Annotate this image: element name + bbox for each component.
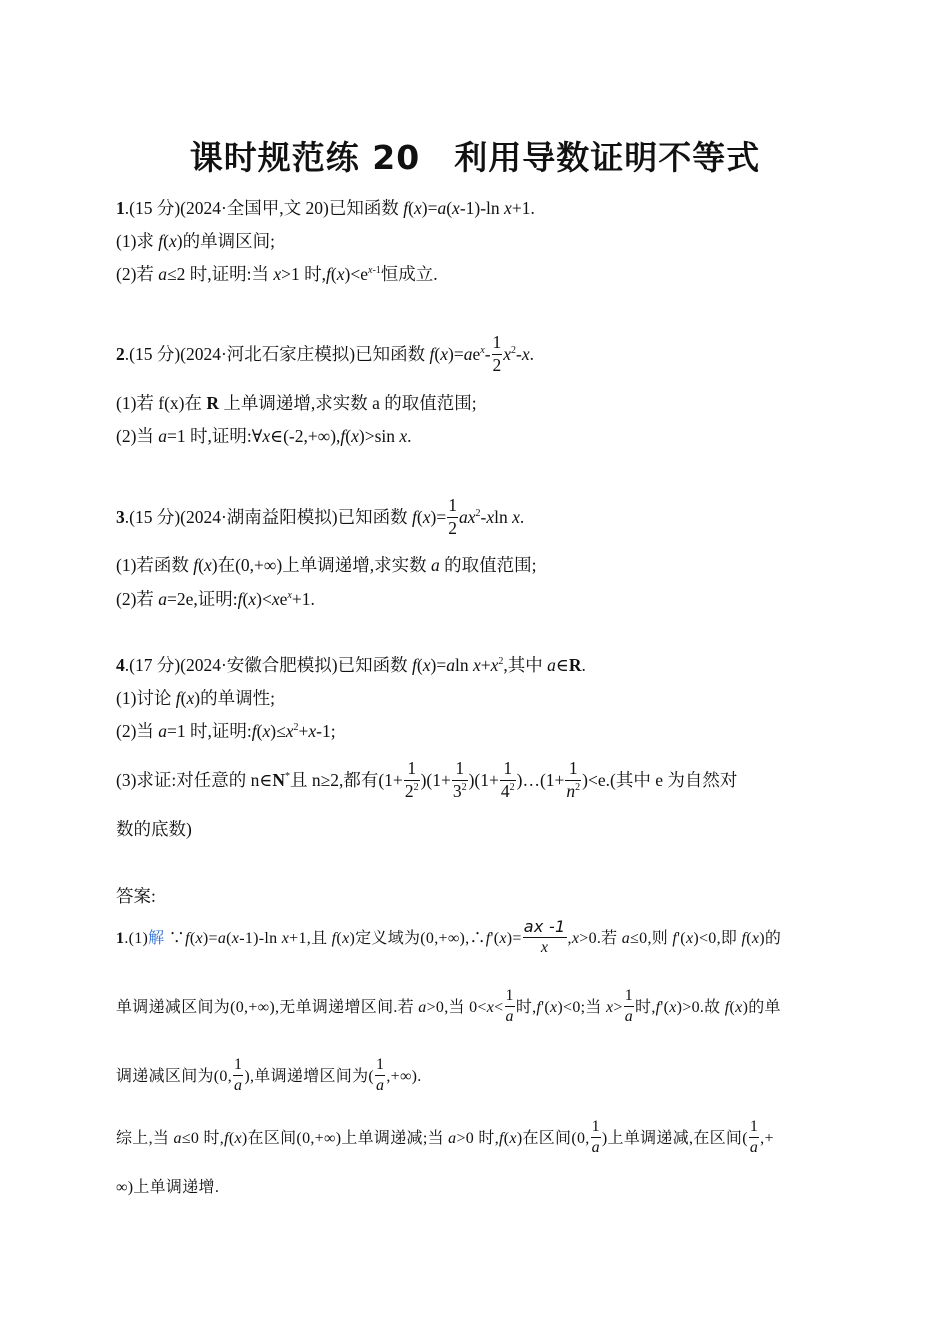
fraction: $\frac{1}{3^2}$ (452, 758, 467, 801)
problem-4-part-3-cont: 数的底数) (116, 819, 192, 839)
problem-2-part-2: (2)当 a=1 时,证明:∀x∈(-2,+∞),f(x)>sin x. (116, 426, 412, 446)
problem-4-statement: 4.(17 分)(2024·安徽合肥模拟)已知函数 f(x)=aln $x+x^2$,其中 a∈R. (116, 655, 586, 675)
answer-1-line-1: 1.(1)解 ∵f(x)=a(x-1)-ln x+1,且 f(x)定义域为(0,+∞),∴f'(x)= $\frac{ax -1}{x}$ ,x>0.若 a≤0,则 f'(x)<0,即 f(x)的 (116, 917, 782, 956)
fraction: $\frac{1}{a}$ (749, 1118, 759, 1156)
fraction: $\frac{1}{a}$ (376, 1056, 385, 1094)
fraction: $\frac{1}{n^2}$ (566, 758, 581, 801)
problem-3-part-1: (1)若函数 f(x)在(0,+∞)上单调递增,求实数 a 的取值范围; (116, 555, 537, 575)
answers-label: 答案: (116, 886, 156, 906)
solution-tag: 解 (148, 930, 165, 948)
fraction: $\frac{1}{a}$ (234, 1056, 243, 1094)
problem-1-part-2: (2)若 a≤2 时,证明:当 x>1 时$,f(x)<e^{x-1}$恒成立. (116, 264, 438, 284)
fraction: $\frac{1}{a}$ (591, 1118, 600, 1156)
page-title: 课时规范练 20 利用导数证明不等式 (189, 138, 761, 177)
problem-4-part-3: (3)求证:对任意的 n∈N*且 n≥2,都有(1+ $\frac{1}{2^2}$ )(1+ $\frac{1}{3^2}$ )(1+ $\frac{1}{4^2}$ )…(1+ $\frac{1}{n^2}$ )<e.(其中 e 为自然对 (116, 758, 738, 801)
answer-1-line-3: 调递减区间为(0, $\frac{1}{a}$ ),单调递增区间为( $\frac{1}{a}$ ,+∞). (116, 1056, 422, 1094)
problem-3-part-2: (2)若 a=2e,证明$:f(x)<xe^x+1$. (116, 589, 315, 609)
problem-4-part-1: (1)讨论 f(x)的单调性; (116, 688, 275, 708)
problem-2-statement: 2.(15 分)(2024·河北石家庄模拟)已知函数 $f(x)=ae^x-$ $\frac{1}{2}$ $x^2-x$. (116, 332, 535, 375)
fraction: $\frac{ax -1}{x}$ (523, 917, 566, 956)
problem-4-part-2: (2)当 a=1 时,证明$:f(x)\le x^2+x-1$; (116, 721, 336, 741)
answer-1-line-4: 综上,当 a≤0 时,f(x)在区间(0,+∞)上单调递减;当 a>0 时,f(x)在区间(0, $\frac{1}{a}$ )上单调递减,在区间( $\frac{1}{a}$ ,+ (116, 1118, 774, 1156)
fraction-half: $\frac{1}{2}$ (492, 332, 502, 375)
answer-1-line-5: ∞)上单调递增. (116, 1179, 220, 1196)
fraction: $\frac{1}{2^2}$ (404, 758, 419, 801)
problem-3-statement: 3.(15 分)(2024·湖南益阳模拟)已知函数 f(x)= $\frac{1}{2}$ $ax^2$-xln x. (116, 495, 525, 538)
answer-1-line-2: 单调递减区间为(0,+∞),无单调递增区间.若 a>0,当 0<x< $\frac{1}{a}$ 时,f'(x)<0;当 x> $\frac{1}{a}$ 时,f'(x)>0.故 f(x)的单 (116, 987, 781, 1025)
problem-1-statement: 1.(15 分)(2024·全国甲,文 20)已知函数 f(x)=a(x-1)-ln x+1. (116, 198, 535, 218)
fraction: $\frac{1}{a}$ (505, 987, 514, 1025)
problem-2-part-1: (1)若 f(x)在 R 上单调递增,求实数 a 的取值范围; (116, 393, 477, 413)
fraction: $\frac{1}{a}$ (624, 987, 634, 1025)
fraction: $\frac{1}{4^2}$ (500, 758, 515, 801)
problem-1-part-1: (1)求 f(x)的单调区间; (116, 231, 275, 251)
fraction-half: $\frac{1}{2}$ (448, 495, 457, 538)
